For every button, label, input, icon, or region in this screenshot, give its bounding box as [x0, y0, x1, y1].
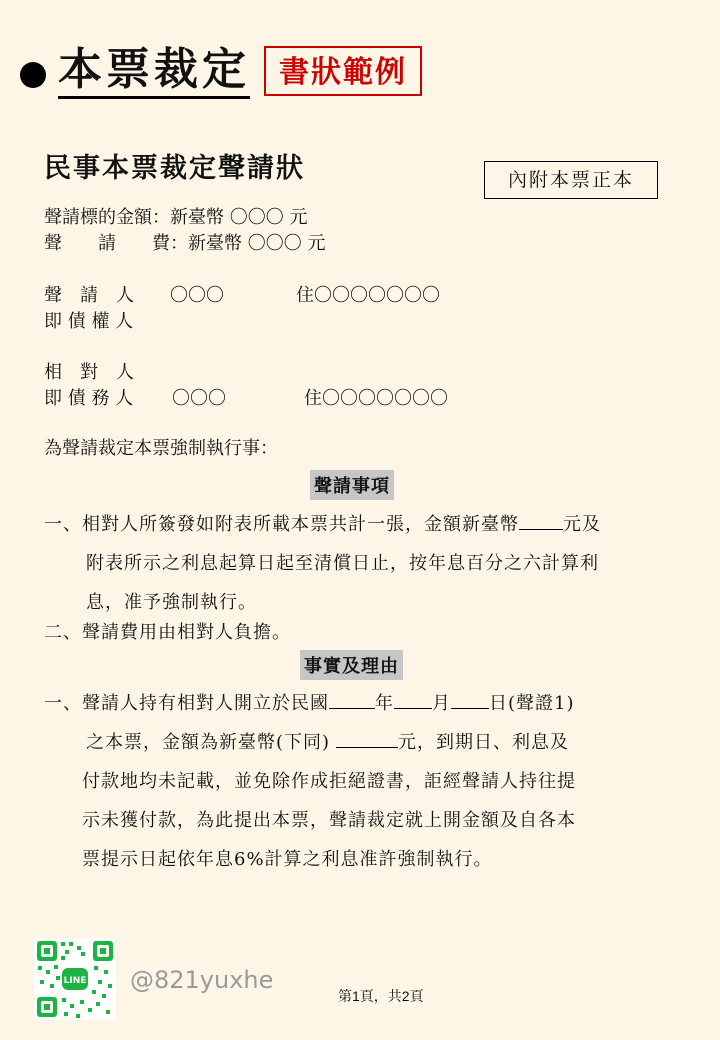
respondent-role-debtor: 即 債 務 人 — [44, 388, 134, 409]
day-blank[interactable] — [451, 690, 489, 709]
attachment-box: 內附本票正本 — [484, 161, 658, 199]
respondent-role: 相 對 人 — [44, 362, 134, 383]
total-amount-blank[interactable] — [336, 729, 398, 748]
applicant-name: 〇〇〇 — [170, 285, 224, 306]
fact-line-3: 付款地均未記載，並免除作成拒絕證書，詎經聲請人持往提 — [82, 771, 576, 792]
respondent-name: 〇〇〇 — [172, 388, 226, 409]
page-title: 本票裁定 — [58, 44, 250, 99]
qr-code-icon — [34, 938, 116, 1020]
claim-item-1-cont: 附表所示之利息起算日起至清償日止，按年息百分之六計算利 — [86, 553, 599, 574]
fact-line-5: 票提示日起依年息6%計算之利息准許強制執行。 — [82, 849, 493, 870]
svg-text:LINE: LINE — [63, 976, 87, 986]
section-heading-claims: 聲請事項 — [310, 470, 394, 500]
document-title: 民事本票裁定聲請狀 — [44, 153, 305, 184]
year-blank[interactable] — [329, 690, 375, 709]
claim-item-2: 二、聲請費用由相對人負擔。 — [44, 622, 291, 643]
watermark-handle: @821yuxhe — [130, 966, 274, 994]
amount-blank[interactable] — [519, 511, 563, 530]
amount-line: 聲請標的金額：新臺幣 〇〇〇 元 — [44, 207, 308, 228]
line-qr-code[interactable] — [34, 938, 116, 1020]
sample-stamp: 書狀範例 — [264, 46, 422, 96]
claim-item-1: 一、相對人所簽發如附表所載本票共計一張，金額新臺幣 元及 — [44, 510, 601, 536]
fact-line-4: 示未獲付款，為此提出本票，聲請裁定就上開金額及自各本 — [82, 810, 576, 831]
claim-item-1-end: 息，准予強制執行。 — [86, 592, 257, 613]
month-blank[interactable] — [394, 690, 432, 709]
page-number: 第1頁，共2頁 — [338, 988, 424, 1004]
bullet-dot — [20, 62, 46, 88]
applicant-role: 聲 請 人 — [44, 285, 134, 306]
respondent-address: 住〇〇〇〇〇〇〇 — [304, 388, 448, 409]
fee-line: 聲 請 費：新臺幣 〇〇〇 元 — [44, 233, 326, 254]
applicant-address: 住〇〇〇〇〇〇〇 — [296, 285, 440, 306]
fact-line-2: 之本票，金額為新臺幣(下同) 元，到期日、利息及 — [86, 728, 569, 754]
applicant-role-creditor: 即 債 權 人 — [44, 311, 134, 332]
section-heading-facts: 事實及理由 — [300, 650, 403, 680]
purpose-line: 為聲請裁定本票強制執行事： — [44, 438, 278, 459]
fact-line-1: 一、聲請人持有相對人開立於民國 年 月 日(聲證1) — [44, 689, 575, 715]
